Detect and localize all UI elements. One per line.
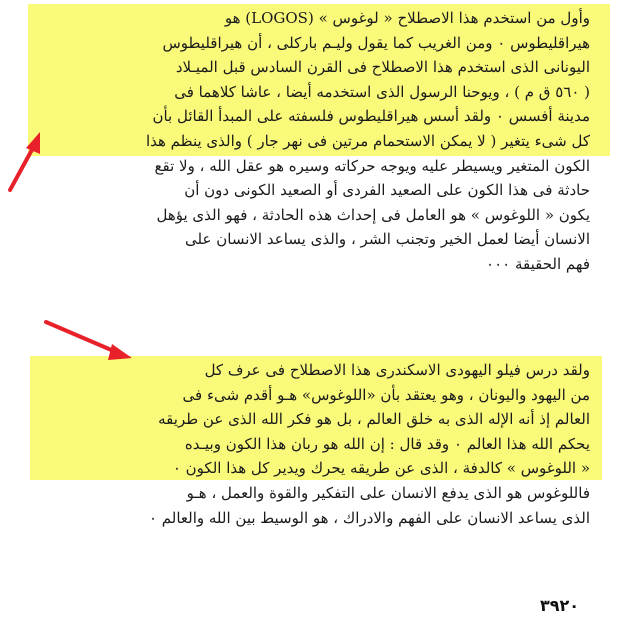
page-number: ٣٩٢٠ bbox=[540, 596, 580, 615]
text-line: كل شىء يتغير ( لا يمكن الاستحمام مرتين فى نهر جار ) والذى ينظم هذا bbox=[145, 131, 590, 150]
text-line: اليونانى الذى استخدم هذا الاصطلاح فى القرن السادس قبل الميـلاد bbox=[175, 58, 590, 77]
text-line: يحكم الله هذا العالم ٠ وقد قال : إن الله هو ربان هذا الكون وبيـده bbox=[184, 434, 590, 453]
text-line: من اليهود واليونان ، وهو يعتقد بأن «اللوغوس» هـو أقدم شىء فى bbox=[182, 385, 590, 404]
text-line: الذى يساعد الانسان على الفهم والادراك ، هو الوسيط بين الله والعالم ٠ bbox=[148, 508, 590, 527]
red-arrow-icon bbox=[46, 322, 132, 360]
text-line: العالم إذ أنه الإله الذى به خلق العالم ، بل هو فكر الله الذى عن طريقه bbox=[158, 410, 590, 429]
text-line: الانسان أيضا لعمل الخير وتجنب الشر ، والذى يساعد الانسان على bbox=[185, 230, 590, 249]
paragraph-1 bbox=[42, 6, 590, 277]
paragraph-2 bbox=[42, 358, 590, 530]
text-line: يكون « اللوغوس » هو العامل فى إحداث هذه الحادثة ، فهو الذى يؤهل bbox=[156, 205, 590, 224]
text-line: ( ٥٦٠ ق م ) ، ويوحنا الرسول الذى استخدمه أيضا ، عاشا كلاهما فى bbox=[174, 82, 590, 101]
text-line: فاللوغوس هو الذى يدفع الانسان على التفكير والقوة والعمل ، هـو bbox=[186, 483, 590, 502]
text-line: هيراقليطوس ٠ ومن الغريب كما يقول وليـم باركلى ، أن هيراقليطوس bbox=[162, 33, 590, 52]
text-line: وأول من استخدم هذا الاصطلاح « لوغوس » (LOGOS) هو bbox=[224, 9, 590, 27]
text-line: فهم الحقيقة ٠٠٠ bbox=[486, 254, 590, 273]
text-line: « اللوغوس » كالدفة ، الذى عن طريقه يحرك ويدير كل هذا الكون ٠ bbox=[172, 459, 590, 478]
text-line: مدينة أفسس ٠ ولقد أسس هيراقليطوس فلسفته على المبدأ القائل بأن bbox=[152, 107, 590, 126]
text-line: الكون المتغير ويسيطر عليه ويوجه حركاته وسيره هو عقل الله ، ولا تقع bbox=[154, 156, 590, 175]
text-line: حادثة فى هذا الكون على الصعيد الفردى أو الصعيد الكونى دون أن bbox=[184, 181, 590, 200]
text-line: ولقد درس فيلو اليهودى الاسكندرى هذا الاصطلاح فى عرف كل bbox=[204, 361, 590, 379]
